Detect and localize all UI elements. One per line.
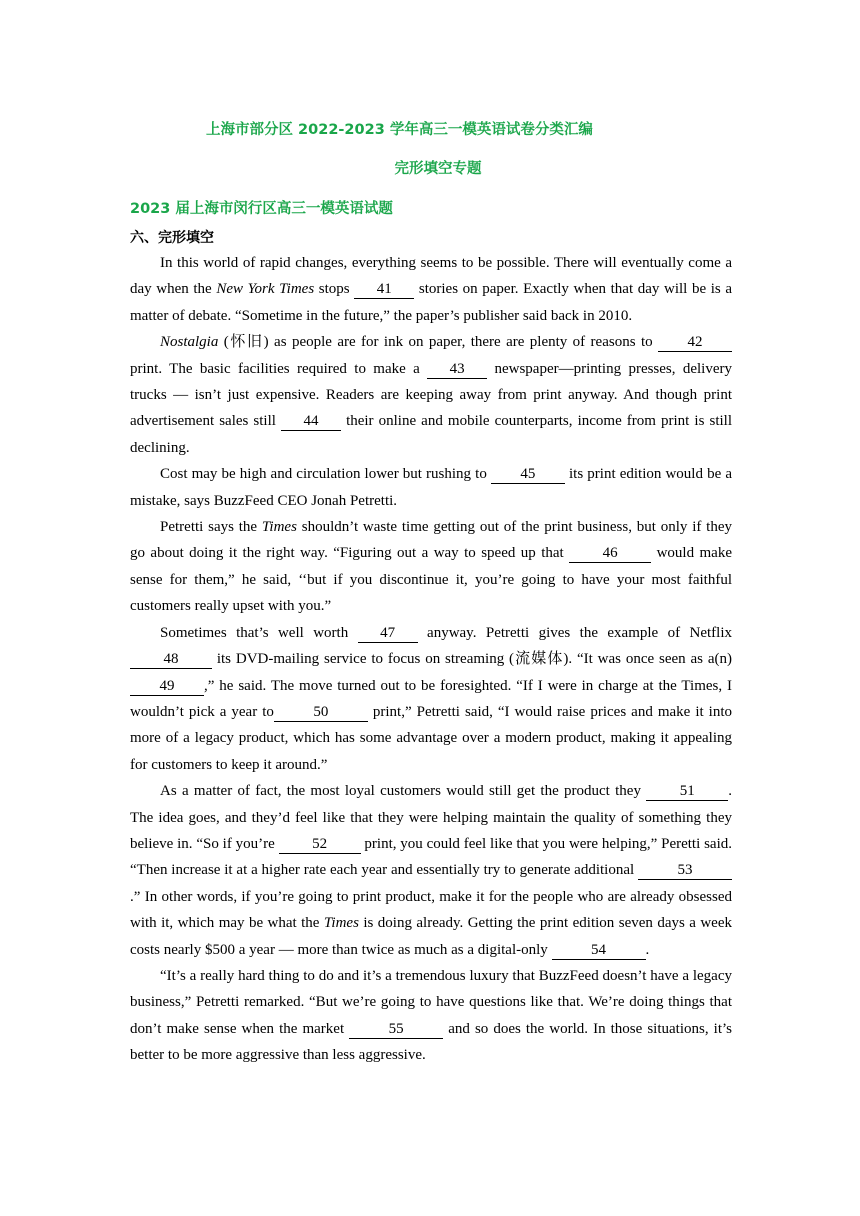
blank-42[interactable]: 42 <box>658 333 732 352</box>
sub-title: 完形填空专题 <box>394 161 482 177</box>
main-title: 上海市部分区 2022-2023 学年高三一模英语试卷分类汇编 <box>206 122 593 138</box>
blank-54[interactable]: 54 <box>552 941 646 960</box>
paragraph-1: In this world of rapid changes, everything seems to be possible. There will eventually come a day when the New York Times stops 41 stories on paper. Exactly when that day will be is a matter of debate. “Sometime in the future,” the paper’s publisher said back in 2010. <box>130 255 733 324</box>
blank-55[interactable]: 55 <box>349 1020 443 1039</box>
blank-41[interactable]: 41 <box>354 280 414 299</box>
blank-43[interactable]: 43 <box>427 360 487 379</box>
blank-45[interactable]: 45 <box>491 465 565 484</box>
blank-44[interactable]: 44 <box>281 412 341 431</box>
paragraph-4: Petretti says the Times shouldn’t waste time getting out of the print business, but only if they go about doing it the right way. “Figuring out a way to speed up that 46 would make sense for them,” he said, ‘‘but if you discontinue it, you’re going to have your most faithful customers really upset with you.” <box>130 519 732 615</box>
blank-50[interactable]: 50 <box>274 703 368 722</box>
paragraph-5: Sometimes that’s well worth 47 anyway. Petretti gives the example of Netflix 48 its DVD-mailing service to focus on streaming (流媒体). “It was once seen as a(n) 49 ,” he said. The move turned out to be foresighted. “If I were in charge at the Times, I wouldn’t pick a year to 50 print,” Petretti said, “I would raise prices and make it into more of a legacy product, which has some advantage over a modern product, making it appealing for customers to keep it around.” <box>130 624 733 773</box>
paragraph-6: As a matter of fact, the most loyal customers would still get the product they 51 . The idea goes, and they’d feel like that they were helping maintain the quality of something they believe in. “So if you’re 52 print, you could feel like that you were helping,” Peretti said. “Then increase it at a higher rate each year and essentially try to generate additional 53.” In other words, if you’re going to print product, make it for the people who are already obsessed with it, which may be what the Times is doing already. Getting the print edition seven days a week costs nearly $500 a year — more than twice as much as a digital-only 54 . <box>130 783 732 958</box>
paragraph-2: Nostalgia (怀旧) as people are for ink on paper, there are plenty of reasons to 42 print. The basic facilities required to make a 43 newspaper—printing presses, delivery trucks — isn’t just expensive. Readers are keeping away from print anyway. And though print advertisement sales still 44 their online and mobile counterparts, income from print is still declining. <box>130 334 733 456</box>
cloze-passage <box>130 250 732 1069</box>
blank-52[interactable]: 52 <box>279 835 361 854</box>
blank-47[interactable]: 47 <box>358 624 418 643</box>
blank-51[interactable]: 51 <box>646 782 728 801</box>
paragraph-7: “It’s a really hard thing to do and it’s a tremendous luxury that BuzzFeed doesn’t have a legacy business,” Petretti remarked. “But we’re going to have questions like that. We’re doing things that don’t make sense when the market 55 and so does the world. In those situations, it’s better to be more aggressive than less aggressive. <box>130 967 732 1064</box>
blank-48[interactable]: 48 <box>130 650 212 669</box>
blank-46[interactable]: 46 <box>569 544 651 563</box>
blank-49[interactable]: 49 <box>130 677 204 696</box>
blank-53[interactable]: 53 <box>638 861 732 880</box>
paragraph-3: Cost may be high and circulation lower but rushing to 45 its print edition would be a mistake, says BuzzFeed CEO Jonah Petretti. <box>130 466 732 509</box>
exam-heading: 2023 届上海市闵行区高三一模英语试题 <box>130 201 393 217</box>
section-heading: 六、完形填空 <box>130 230 214 246</box>
